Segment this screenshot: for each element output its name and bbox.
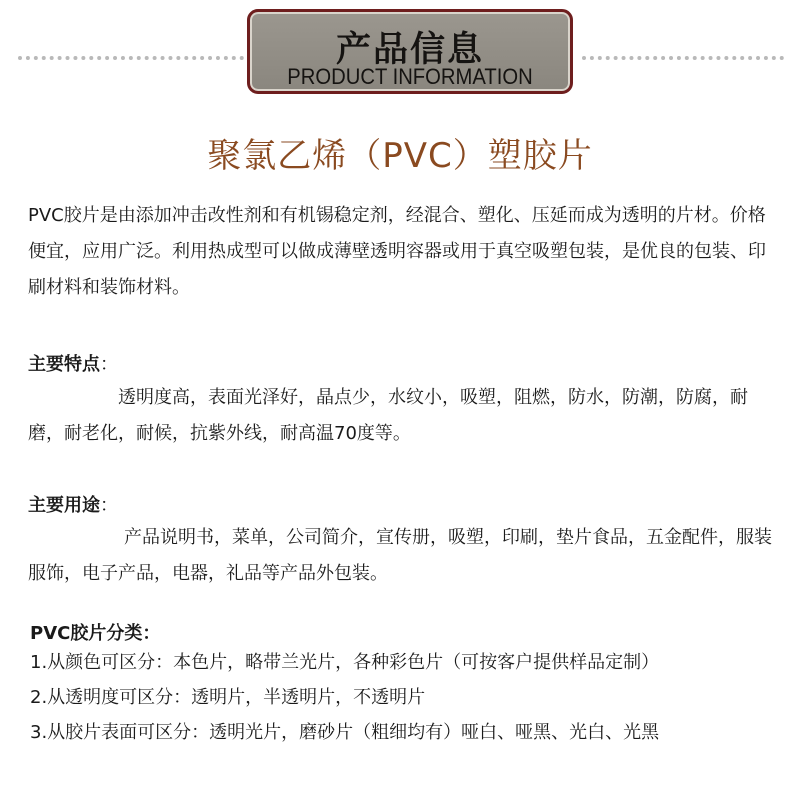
uses-paragraph: 产品说明书，菜单，公司简介，宣传册，吸塑，印刷，垫片食品，五金配件，服装服饰，电子产品，电器，礼品等产品外包装。 <box>28 527 772 584</box>
classification-heading: PVC胶片分类： <box>30 623 161 644</box>
banner-title-en: PRODUCT INFORMATION <box>287 64 533 89</box>
uses-heading-colon: ： <box>100 495 118 516</box>
list-item: 2.从透明度可区分：透明片，半透明片，不透明片 <box>30 687 426 708</box>
features-paragraph: 透明度高，表面光泽好，晶点少，水纹小，吸塑，阻燃，防水，防潮，防腐，耐磨，耐老化，耐候，抗紫外线，耐高温70度等。 <box>28 387 748 444</box>
product-title: 聚氯乙烯（PVC）塑胶片 <box>207 136 593 176</box>
intro-paragraph: PVC胶片是由添加冲击改性剂和有机锡稳定剂，经混合、塑化、压延而成为透明的片材。价格便宜，应用广泛。利用热成型可以做成薄壁透明容器或用于真空吸塑包装，是优良的包装、印刷材料和装饰材料。 <box>28 205 766 298</box>
list-item: 3.从胶片表面可区分：透明光片，磨砂片（粗细均有）哑白、哑黑、光白、光黑 <box>30 722 660 743</box>
features-heading <box>28 350 118 376</box>
dotted-divider-left <box>18 56 244 60</box>
section-banner <box>247 9 573 94</box>
features-heading-text: 主要特点 <box>28 354 100 375</box>
banner-title-cn: 产品信息 <box>335 30 484 70</box>
list-item: 1.从颜色可区分：本色片，略带兰光片，各种彩色片（可按客户提供样品定制） <box>30 652 660 673</box>
classification-list <box>30 645 780 750</box>
dotted-divider-right <box>582 56 784 60</box>
uses-heading-text: 主要用途 <box>28 495 100 516</box>
uses-heading <box>28 491 118 517</box>
features-heading-colon: ： <box>100 354 118 375</box>
